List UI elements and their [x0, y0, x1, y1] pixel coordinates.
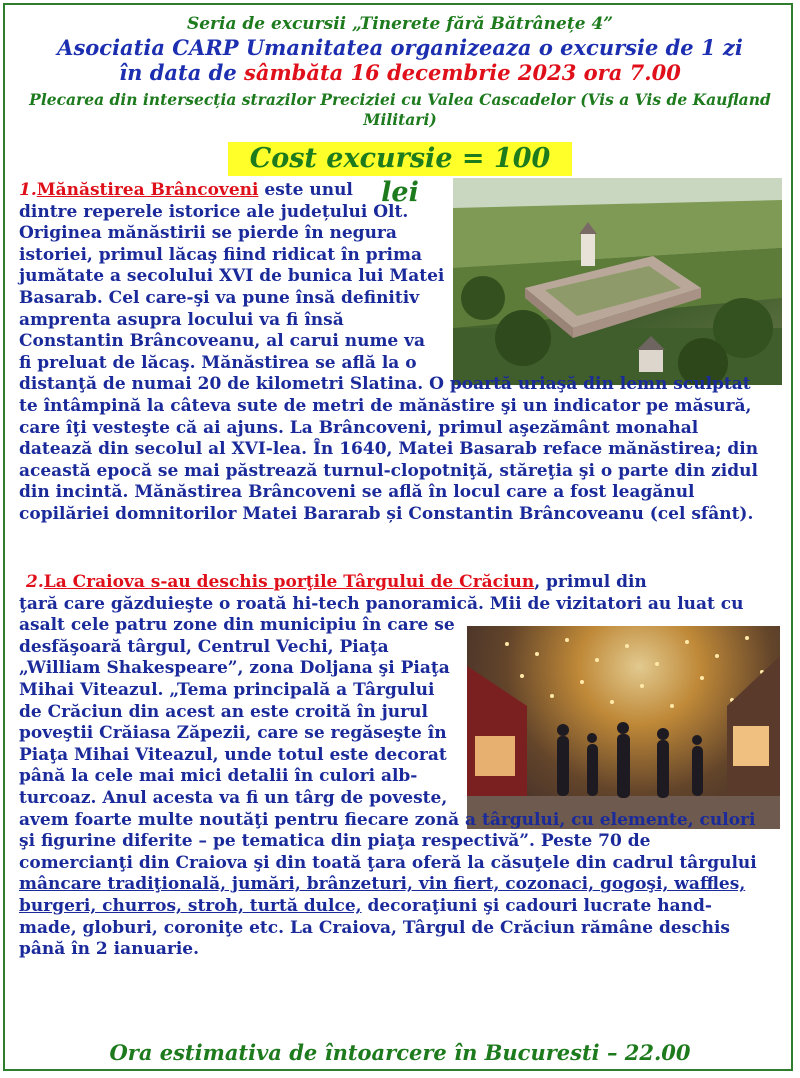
- series-title: Seria de excursii „Tinerete fără Bătrânețe 4”: [186, 14, 614, 34]
- section1-line: dintre reperele istorice ale județului Olt.: [19, 201, 409, 222]
- section1-line: distanţă de numai 20 de kilometri Slatina. O poartă uriaşă din lemn sculptat: [19, 374, 751, 395]
- departure-line: Plecarea din intersecția strazilor Preciziei cu Valea Cascadelor (Vis a Vis de Kaufland Militari): [29, 90, 771, 129]
- section2-line-mixed: burgeri, churros, stroh, turtă dulce, decoraţiuni şi cadouri lucrate hand-: [19, 895, 712, 916]
- section1-line: amprenta asupra locului va fi însă: [19, 309, 344, 330]
- section2-line: de Crăciun din acest an este croită în jurul: [19, 701, 428, 722]
- section2-line: Piaţa Mihai Viteazul, unde totul este decorat: [19, 744, 447, 765]
- section1-line: jumătate a secolului XVI de bunica lui Matei: [19, 266, 445, 287]
- section2-line-food: mâncare tradiţională, jumări, brânzeturi, vin fiert, cozonaci, gogoşi, waffles,: [19, 874, 746, 895]
- section2-text: [26, 572, 647, 594]
- section2-line-0: 2.La Craiova s-au deschis porţile Târgului de Crăciun, primul din: [26, 572, 647, 592]
- section1-text: [19, 180, 758, 526]
- section2-line: Mihai Viteazul. „Tema principală a Târgului: [19, 679, 435, 700]
- section1-line: care îţi vesteşte că ai ajuns. La Brâncoveni, primul aşezământ monahal: [19, 417, 699, 438]
- section2-line: avem foarte multe noutăţi pentru fiecare zonă a târgului, cu elemente, culori: [19, 809, 756, 830]
- section1-line: te întâmpină la câteva sute de metri de mănăstire şi un indicator pe măsură,: [19, 395, 752, 416]
- section2-line: şi figurine diferite – pe tematica din piaţa respectivă”. Peste 70 de: [19, 831, 651, 852]
- section1-line: datează din secolul al XVI-lea. În 1640, Matei Basarab reface mănăstirea; din: [19, 439, 759, 460]
- date-highlight: sâmbăta 16 decembrie 2023 ora 7.00: [244, 60, 681, 85]
- date-line: [0, 60, 800, 85]
- section1-line: această epocă se mai păstrează turnul-clopotniţă, stăreţia şi o parte din zidul: [19, 460, 758, 481]
- section2-body: [19, 594, 757, 961]
- section2-line: turcoaz. Anul acesta va fi un târg de poveste,: [19, 787, 448, 808]
- section2-title: La Craiova s-au deschis porţile Târgului de Crăciun: [43, 572, 535, 592]
- section1-line: istoriei, primul lăcaş fiind ridicat în prima: [19, 244, 423, 265]
- section1-title: Mănăstirea Brâncoveni: [36, 180, 259, 200]
- section1-line: Constantin Brâncoveanu, al carui nume va: [19, 331, 426, 352]
- section2-line: ţară care găzduieşte o roată hi-tech panoramică. Mii de vizitatori au luat cu: [19, 593, 744, 614]
- section2-number: 2.: [26, 572, 44, 592]
- section1-line: Basarab. Cel care-şi va pune însă definitiv: [19, 287, 420, 308]
- section2-line: „William Shakespeare”, zona Doljana şi Piaţa: [19, 658, 450, 679]
- section1-number: 1.: [19, 180, 37, 200]
- return-time: Ora estimativa de întoarcere în Bucuresti – 22.00: [109, 1040, 691, 1065]
- section2-line: comercianţi din Craiova şi din toată ţara oferă la căsuţele din cadrul târgului: [19, 852, 757, 873]
- section1-line: copilăriei domnitorilor Matei Bararab și Constantin Brâncoveanu (cel sfânt).: [19, 503, 754, 524]
- section1-line: Originea mănăstirii se pierde în negura: [19, 223, 397, 244]
- section1-line: fi preluat de lăcaş. Mănăstirea se află la o: [19, 352, 417, 373]
- date-prefix: în data de: [119, 60, 245, 85]
- organizer-line: Asociatia CARP Umanitatea organizeaza o excursie de 1 zi: [57, 35, 743, 60]
- section2-line: asalt cele patru zone din municipiu în care se: [19, 615, 455, 636]
- section1-line: din incintă. Mănăstirea Brâncoveni se află în locul care a fost leagănul: [19, 482, 695, 503]
- cost-banner: Cost excursie = 100 lei: [228, 142, 572, 176]
- section2-line: până în 2 ianuarie.: [19, 939, 200, 960]
- section2-line: made, globuri, coroniţe etc. La Craiova, Târgul de Crăciun rămâne deschis: [19, 917, 730, 938]
- section1-line-0: 1.Mănăstirea Brâncoveni este unul: [19, 180, 353, 200]
- section2-line: desfăşoară târgul, Centrul Vechi, Piaţa: [19, 636, 389, 657]
- section2-line: până la cele mai mici detalii în culori alb-: [19, 766, 418, 787]
- section2-line: poveştii Crăiasa Zăpezii, care se regăseşte în: [19, 723, 447, 744]
